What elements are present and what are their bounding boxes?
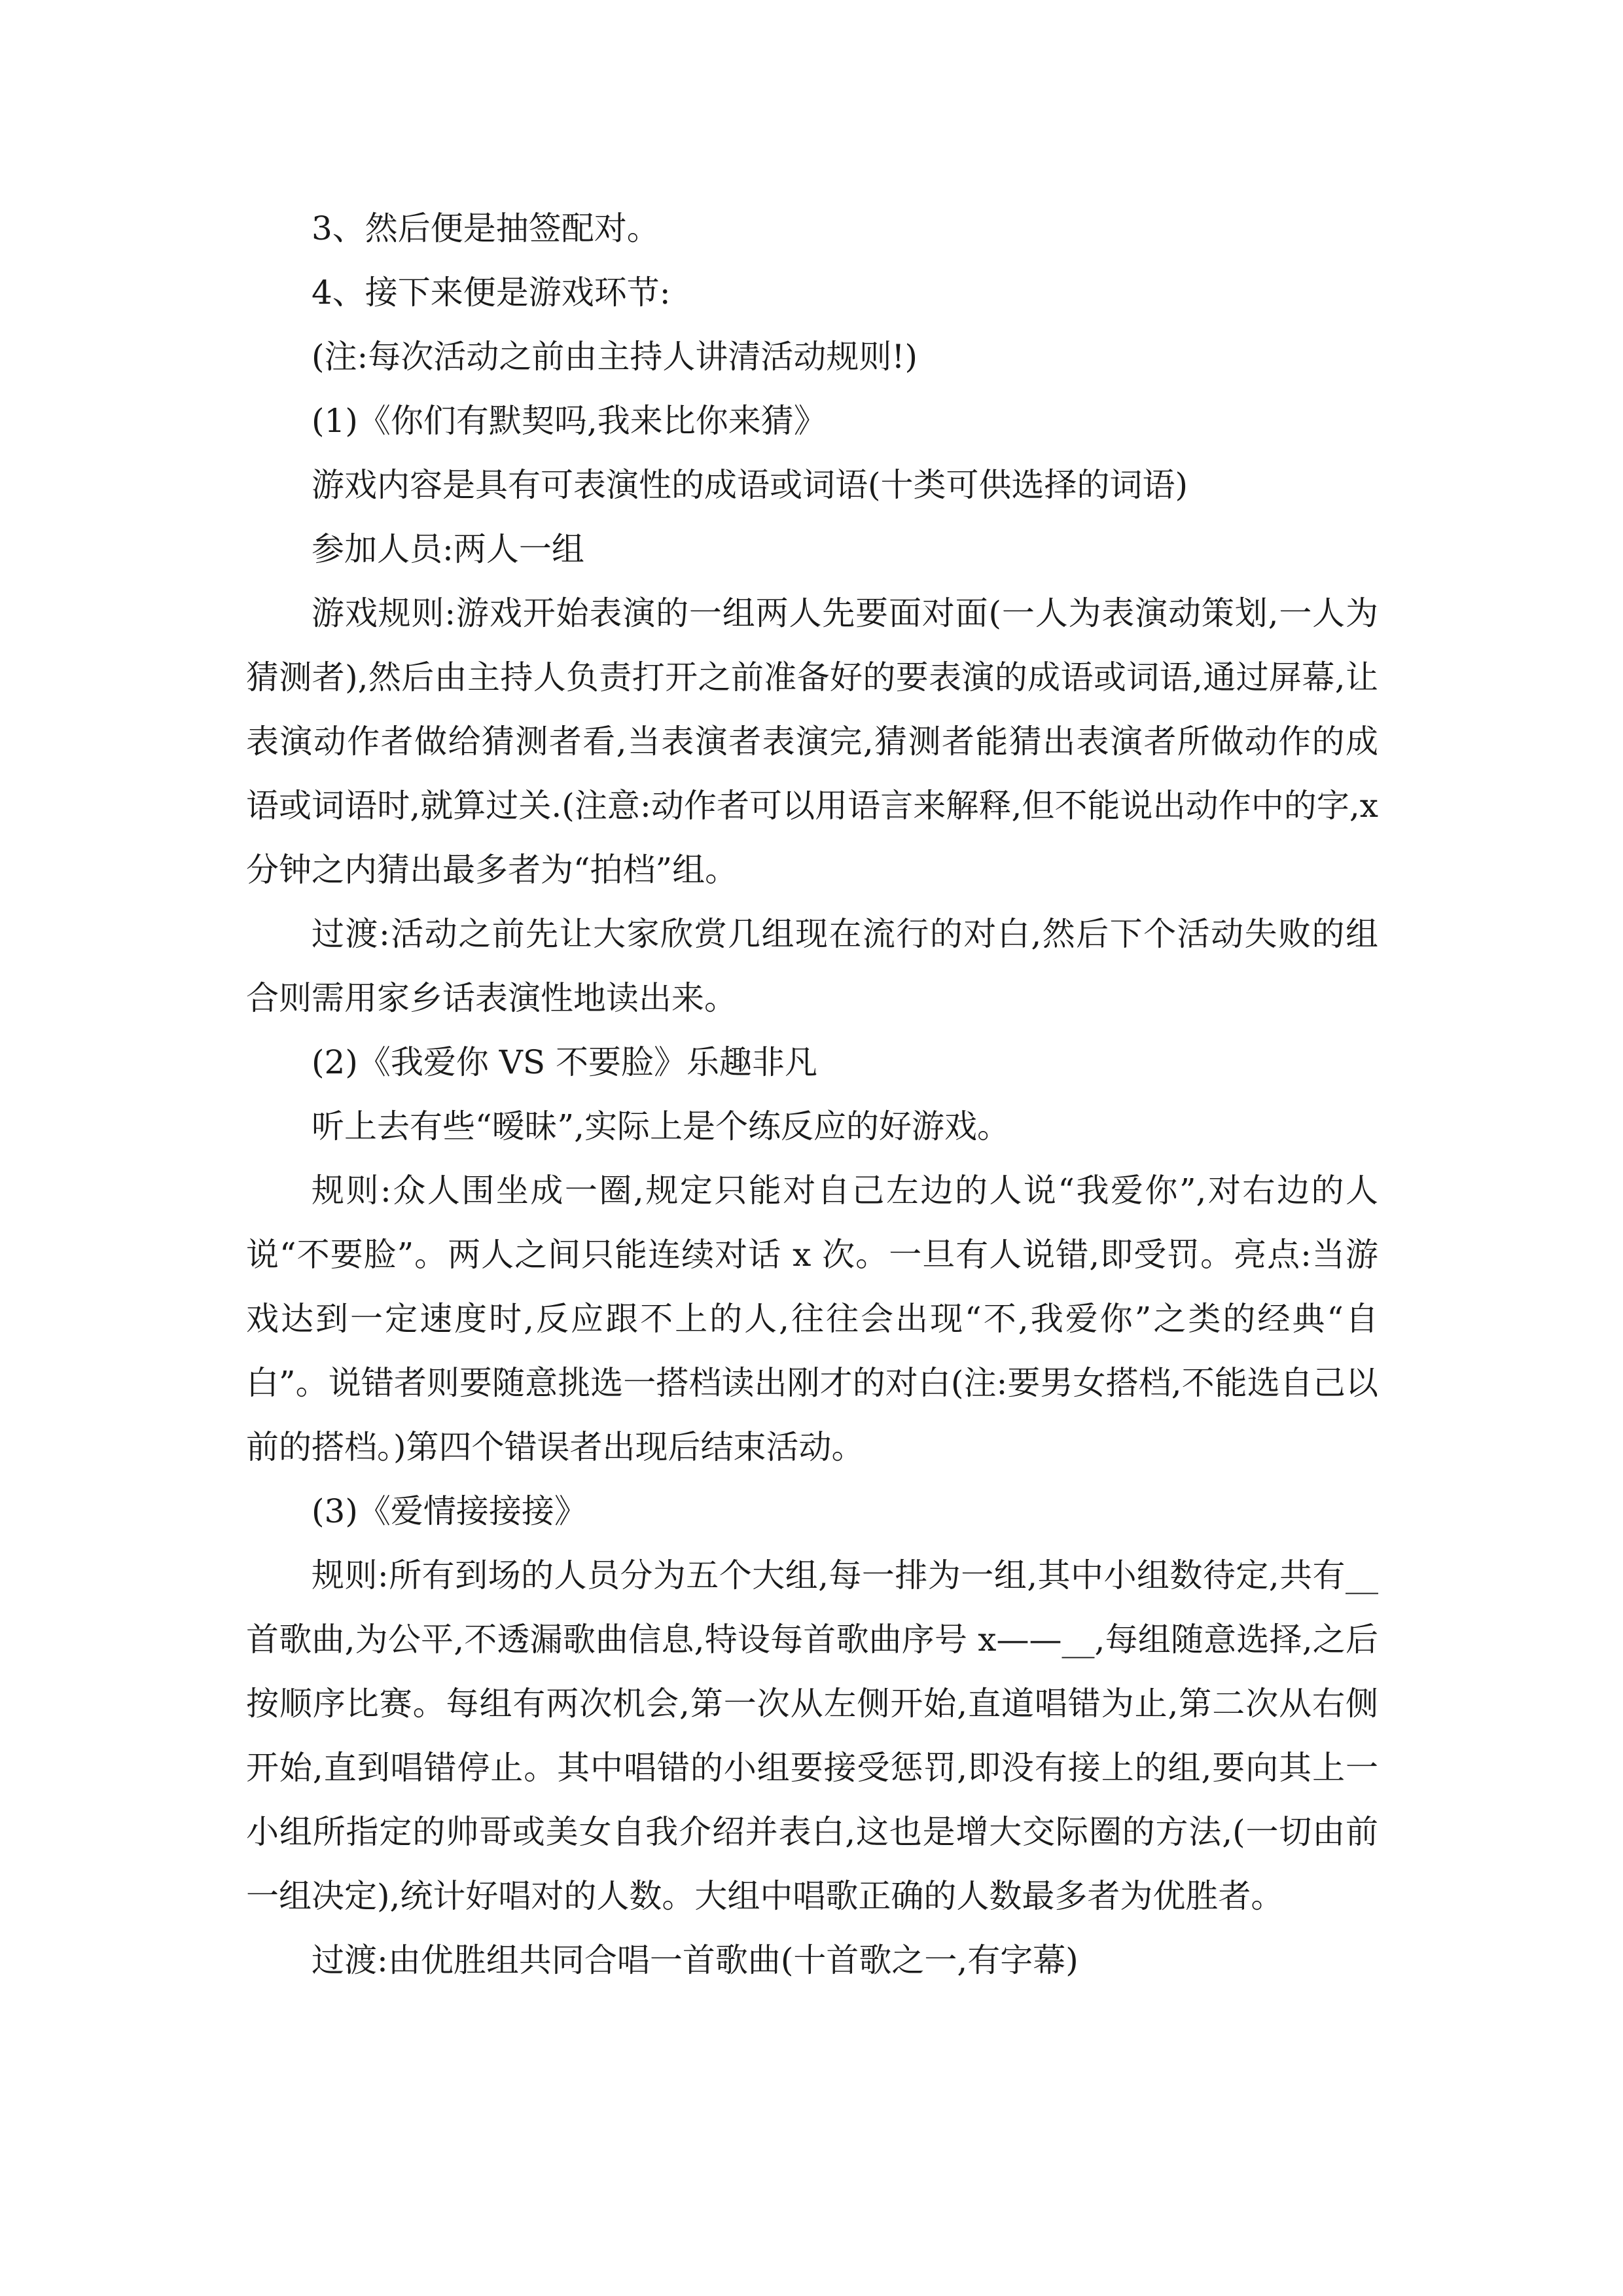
game-1-content: 游戏内容是具有可表演性的成语或词语(十类可供选择的词语) [312, 466, 1188, 504]
note-paragraph: (注:每次活动之前由主持人讲清活动规则!) [312, 338, 918, 376]
game-3-rules: 规则:所有到场的人员分为五个大组,每一排为一组,其中小组数待定,共有__首歌曲,为公平,不透漏歌曲信息,特设每首歌曲序号 x——__,每组随意选择,之后按顺序比赛。每组有两次机会,第一次从左侧开始,直道唱错为止,第二次从右侧开始,直到唱错停止。其中唱错的小组要接受惩罚,即没有接上的组,要向其上一小组所指定的帅哥或美女自我介绍并表白,这也是增大交际圈的方法,(一切由前一组决定),统计好唱对的人数。大组中唱歌正确的人数最多者为优胜者。 [246, 1556, 1378, 1915]
transition-2-paragraph: 过渡:由优胜组共同合唱一首歌曲(十首歌之一,有字幕) [312, 1941, 1079, 1979]
transition-1-paragraph: 过渡:活动之前先让大家欣赏几组现在流行的对白,然后下个活动失败的组合则需用家乡话表演性地读出来。 [246, 915, 1378, 1017]
game-1-rules: 游戏规则:游戏开始表演的一组两人先要面对面(一人为表演动策划,一人为猜测者),然后由主持人负责打开之前准备好的要表演的成语或词语,通过屏幕,让表演动作者做给猜测者看,当表演者表演完,猜测者能猜出表演者所做动作的成语或词语时,就算过关.(注意:动作者可以用语言来解释,但不能说出动作中的字,x 分钟之内猜出最多者为“拍档”组。 [246, 594, 1378, 889]
game-1-participants: 参加人员:两人一组 [312, 530, 584, 568]
document-page [246, 196, 1378, 1992]
game-2-rules: 规则:众人围坐成一圈,规定只能对自己左边的人说“我爱你”,对右边的人说“不要脸”。两人之间只能连续对话 x 次。一旦有人说错,即受罚。亮点:当游戏达到一定速度时,反应跟不上的人,往往会出现“不,我爱你”之类的经典“自白”。说错者则要随意挑选一搭档读出刚才的对白(注:要男女搭档,不能选自己以前的搭档。)第四个错误者出现后结束活动。 [246, 1172, 1378, 1466]
game-2-title: (2)《我爱你 VS 不要脸》乐趣非凡 [312, 1043, 817, 1081]
step-4-paragraph: 4、接下来便是游戏环节: [312, 274, 671, 312]
game-3-title: (3)《爱情接接接》 [312, 1492, 587, 1530]
game-1-title: (1)《你们有默契吗,我来比你来猜》 [312, 402, 827, 440]
game-2-intro: 听上去有些“暧昧”,实际上是个练反应的好游戏。 [312, 1107, 1010, 1145]
step-3-paragraph: 3、然后便是抽签配对。 [312, 209, 660, 247]
